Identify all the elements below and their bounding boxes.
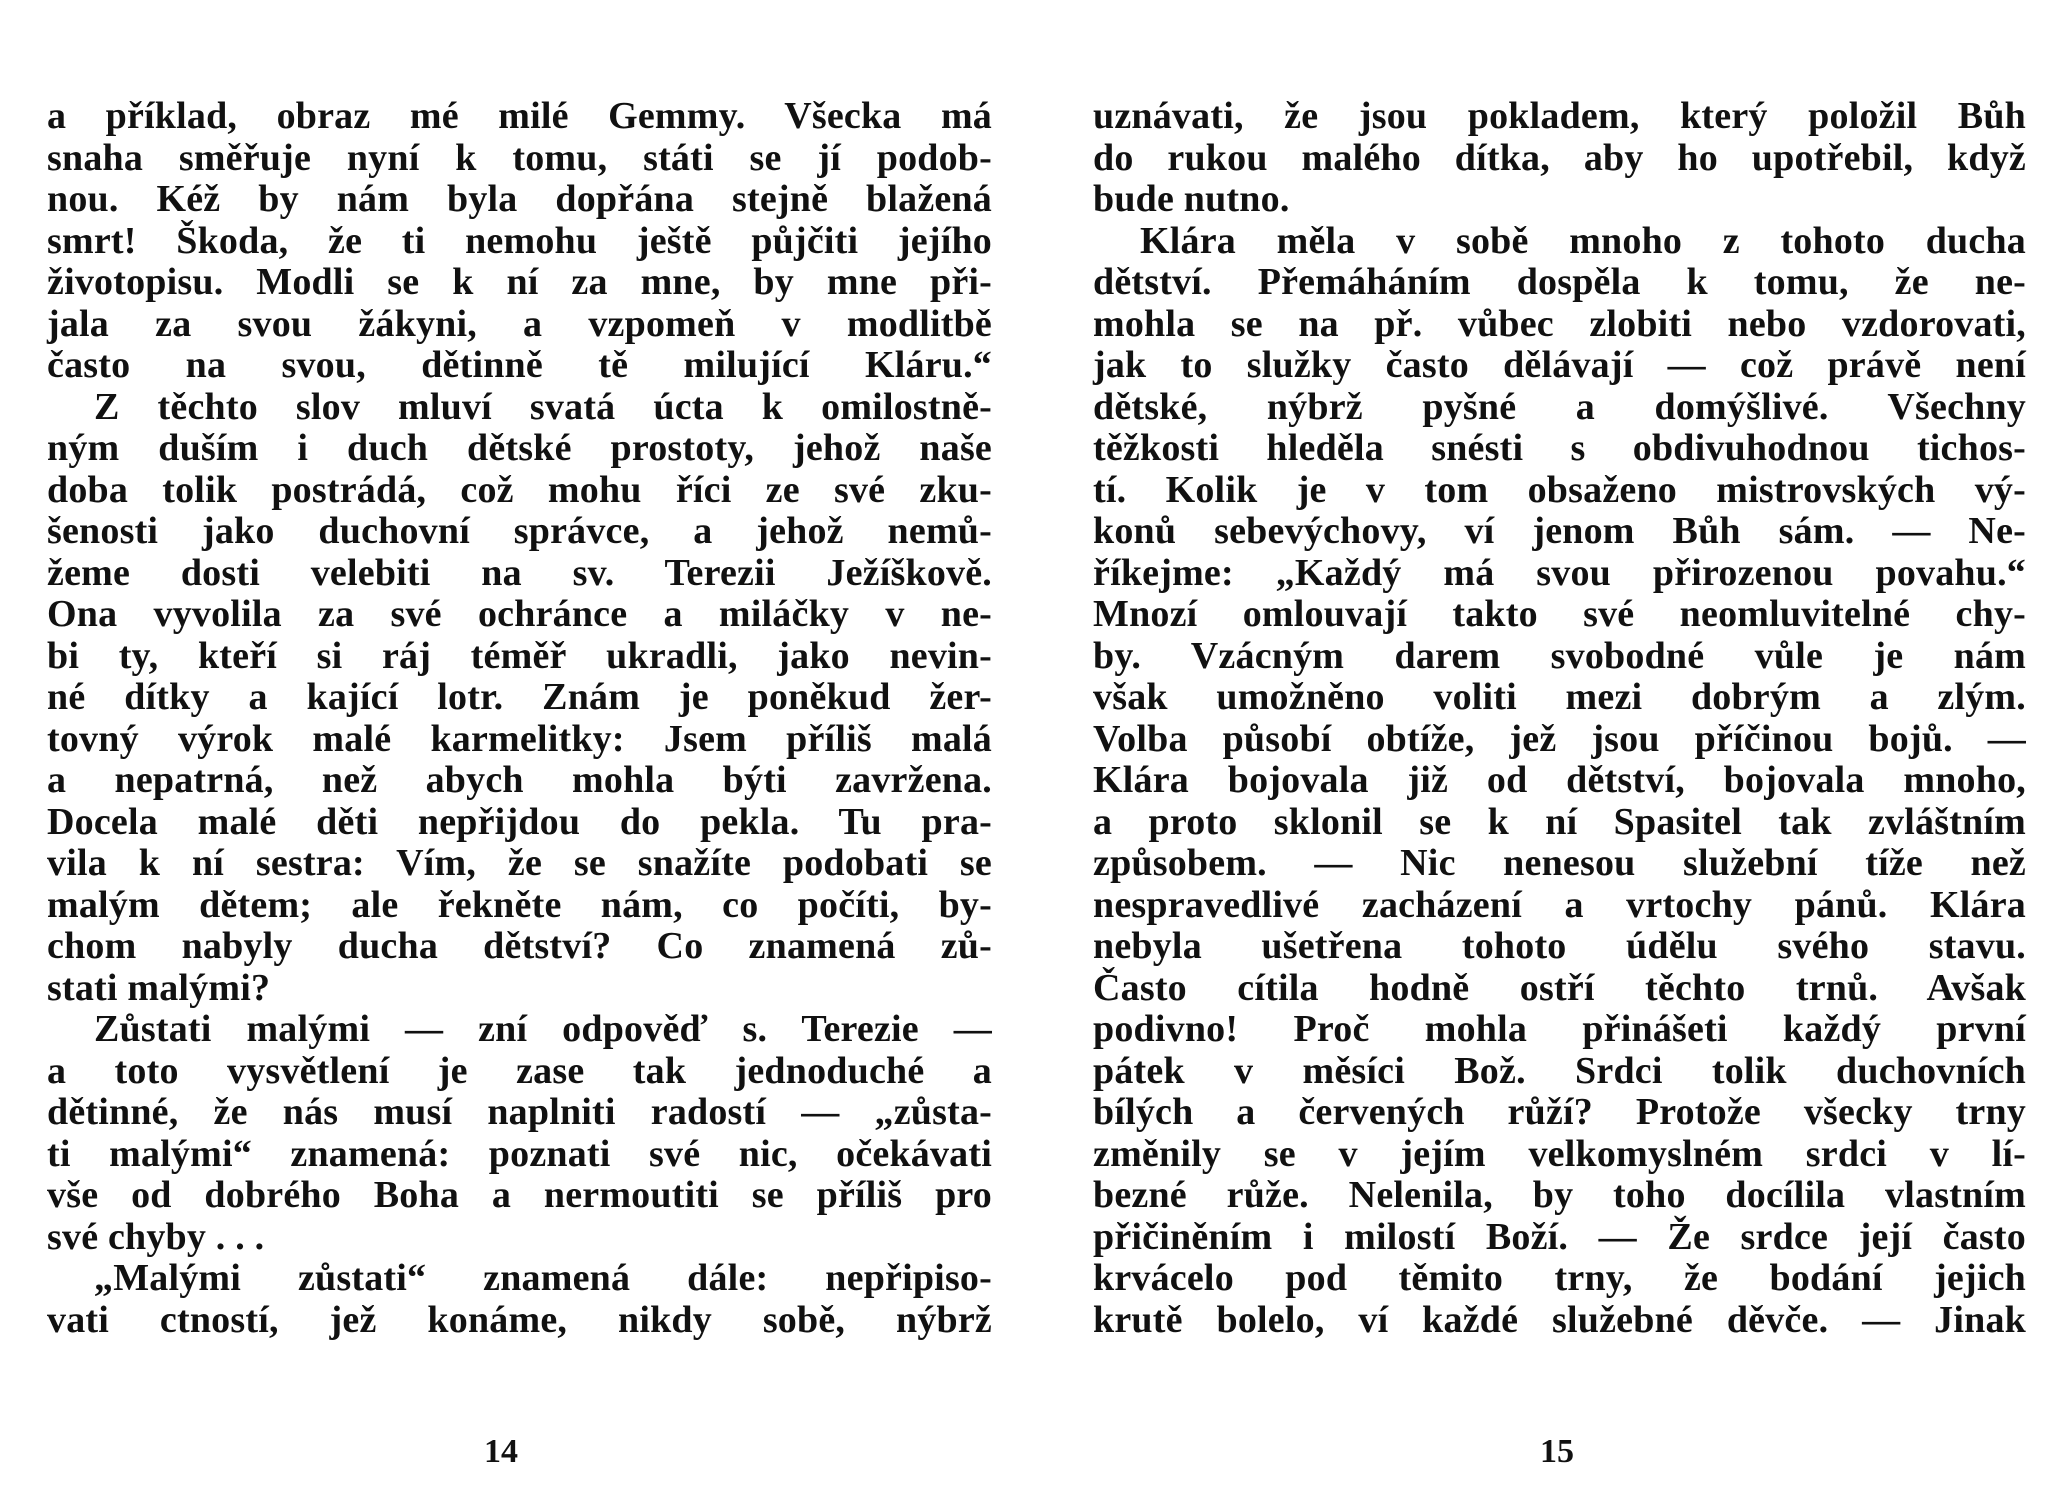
text-line: stati malými? [47, 966, 271, 1009]
text-line: přičiněním i milostí Boží. — Že srdce její často [1093, 1215, 2026, 1258]
text-line: smrt! Škoda, že ti nemohu ještě půjčiti jejího [47, 219, 992, 262]
text-line: chom nabyly ducha dětství? Co znamená zů- [47, 925, 992, 967]
text-line: Klára měla v sobě mnoho z tohoto ducha [1140, 219, 2026, 262]
right-page-text [1093, 96, 2026, 1341]
text-line: jala za svou žákyni, a vzpomeň v modlitbě [47, 302, 992, 345]
text-line: a nepatrná, než abych mohla býti zavržena. [47, 759, 992, 801]
text-line: šenosti jako duchovní správce, a jehož nemů- [47, 510, 992, 552]
text-line: „Malými zůstati“ znamená dále: nepřipiso- [94, 1257, 992, 1299]
left-page-text [47, 96, 992, 1341]
text-line: krutě bolelo, ví každé služebné děvče. — Jinak [1093, 1298, 2026, 1341]
text-line: Klára bojovala již od dětství, bojovala mnoho, [1093, 759, 2026, 801]
text-line: ným duším i duch dětské prostoty, jehož naše [47, 427, 992, 469]
text-line: Docela malé děti nepřijdou do pekla. Tu pra- [47, 800, 992, 843]
text-line: dětinné, že nás musí naplniti radostí — „zůsta- [47, 1091, 992, 1133]
text-line: těžkosti hleděla snésti s obdivuhodnou tichos- [1093, 427, 2026, 469]
text-line: Často cítila hodně ostří těchto trnů. Avšak [1093, 966, 2026, 1009]
text-line: a příklad, obraz mé milé Gemmy. Všecka má [47, 95, 992, 137]
text-line: říkejme: „Každý má svou přirozenou povahu.“ [1093, 551, 2026, 594]
text-line: mohla se na př. vůbec zlobiti nebo vzdorovati, [1093, 302, 2026, 345]
text-line: snaha směřuje nyní k tomu, státi se jí podob- [47, 136, 992, 179]
text-line: způsobem. — Nic nenesou služební tíže než [1093, 842, 2026, 884]
text-line: tovný výrok malé karmelitky: Jsem příliš malá [47, 717, 992, 760]
text-line: dětské, nýbrž pyšné a domýšlivé. Všechny [1093, 385, 2026, 428]
right-page-number: 15 [1540, 1433, 1574, 1470]
text-line: do rukou malého dítka, aby ho upotřebil, když [1093, 136, 2026, 179]
text-line: změnily se v jejím velkomyslném srdci v lí- [1093, 1132, 2026, 1175]
text-line: doba tolik postrádá, což mohu říci ze své zku- [47, 468, 992, 511]
text-line: konů sebevýchovy, ví jenom Bůh sám. — Ne- [1093, 510, 2026, 552]
text-line: bezné růže. Nelenila, by toho docílila vlastním [1093, 1174, 2026, 1216]
text-line: by. Vzácným darem svobodné vůle je nám [1093, 634, 2026, 677]
text-line: však umožněno voliti mezi dobrým a zlým. [1093, 676, 2026, 718]
text-line: Z těchto slov mluví svatá úcta k omilostně- [94, 385, 992, 428]
text-line: a toto vysvětlení je zase tak jednoduché a [47, 1049, 992, 1092]
text-line: často na svou, dětinně tě milující Kláru.“ [47, 344, 992, 386]
text-line: nebyla ušetřena tohoto údělu svého stavu. [1093, 925, 2026, 967]
text-line: krvácelo pod těmito trny, že bodání jejich [1093, 1257, 2026, 1299]
text-line: Zůstati malými — zní odpověď s. Terezie — [94, 1008, 992, 1050]
text-line: dětství. Přemáháním dospěla k tomu, že ne- [1093, 261, 2026, 303]
text-line: jak to služky často dělávají — což právě není [1093, 344, 2026, 386]
left-page-number: 14 [484, 1433, 518, 1470]
text-line: tí. Kolik je v tom obsaženo mistrovských vý- [1093, 468, 2026, 511]
text-line: né dítky a kající lotr. Znám je poněkud žer- [47, 676, 992, 718]
text-line: žeme dosti velebiti na sv. Terezii Ježíškově. [47, 551, 992, 594]
text-line: Mnozí omlouvají takto své neomluvitelné chy- [1093, 593, 2026, 635]
text-line: vila k ní sestra: Vím, že se snažíte podobati se [47, 842, 992, 884]
text-line: a proto sklonil se k ní Spasitel tak zvláštním [1093, 800, 2026, 843]
text-line: bílých a červených růží? Protože všecky trny [1093, 1091, 2026, 1133]
text-line: ti malými“ znamená: poznati své nic, očekávati [47, 1132, 992, 1175]
text-line: uznávati, že jsou pokladem, který položil Bůh [1093, 95, 2026, 137]
text-line: vati ctností, jež konáme, nikdy sobě, nýbrž [47, 1298, 992, 1341]
text-line: vše od dobrého Boha a nermoutiti se příliš pro [47, 1174, 992, 1216]
text-line: bi ty, kteří si ráj téměř ukradli, jako nevin- [47, 634, 992, 677]
text-line: Volba působí obtíže, jež jsou příčinou bojů. — [1093, 717, 2026, 760]
text-line: bude nutno. [1093, 178, 1290, 220]
text-line: životopisu. Modli se k ní za mne, by mne při- [47, 261, 992, 303]
text-line: pátek v měsíci Bož. Srdci tolik duchovních [1093, 1049, 2026, 1092]
text-line: Ona vyvolila za své ochránce a miláčky v ne- [47, 593, 992, 635]
text-line: nespravedlivé zacházení a vrtochy pánů. Klára [1093, 883, 2026, 926]
text-line: své chyby . . . [47, 1215, 265, 1258]
text-line: nou. Kéž by nám byla dopřána stejně blažená [47, 178, 992, 220]
text-line: podivno! Proč mohla přinášeti každý první [1093, 1008, 2026, 1050]
text-line: malým dětem; ale řekněte nám, co počíti, by- [47, 883, 992, 926]
